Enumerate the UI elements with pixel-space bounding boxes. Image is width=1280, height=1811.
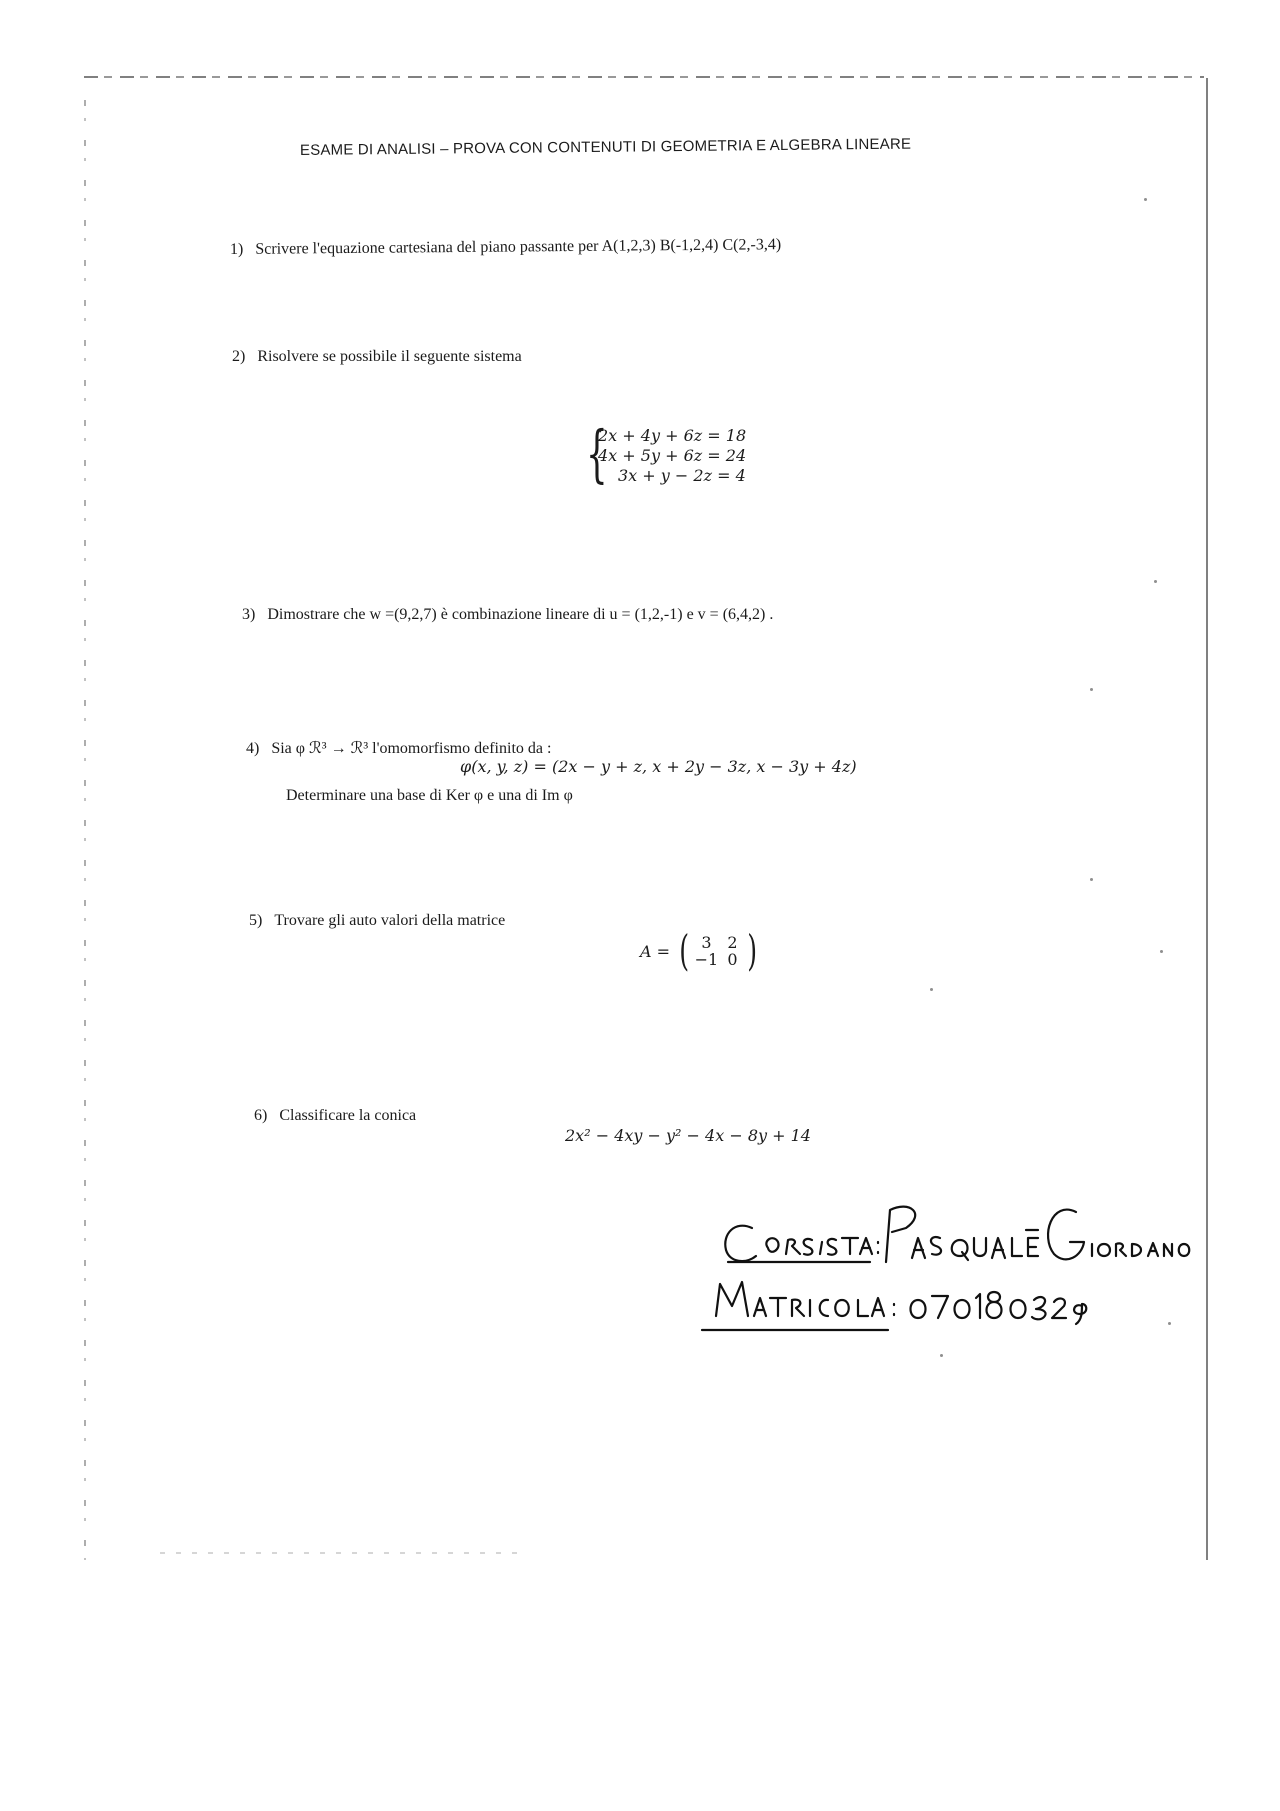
scan-edge-bottom: [160, 1552, 520, 1554]
question-text: Risolvere se possibile il seguente sistema: [257, 348, 522, 365]
question-4: [246, 738, 551, 758]
scan-speck: [1154, 580, 1157, 583]
scan-speck: [1090, 688, 1093, 691]
scan-speck: [1168, 1322, 1171, 1325]
matrix-cell: 0: [727, 950, 738, 969]
question-text: Dimostrare che w =(9,2,7) è combinazione lineare di u = (1,2,-1) e v = (6,4,2) .: [267, 606, 774, 623]
matrix-cell: 3: [701, 933, 712, 952]
scan-speck: [1090, 878, 1093, 881]
scan-speck: [1160, 950, 1163, 953]
question-number: 5): [249, 912, 263, 929]
question-text: Classificare la conica: [279, 1107, 417, 1124]
linear-system: [586, 417, 747, 490]
question-3: [242, 606, 773, 624]
matrix-left-paren: (: [679, 926, 690, 975]
scan-edge-left: [84, 100, 86, 1560]
matrix-right-paren: ): [747, 926, 758, 975]
scan-speck: [930, 988, 933, 991]
question-number: 4): [246, 740, 260, 757]
phi-definition: φ(x, y, z) = (2x − y + z, x + 2y − 3z, x − 3y + 4z): [460, 757, 857, 776]
matrix-a: [640, 926, 761, 975]
system-equation-1: 2x + 4y + 6z = 18: [598, 426, 747, 445]
question-5: [249, 912, 505, 930]
matrix-cell: 2: [727, 933, 738, 952]
scan-edge-top: [84, 76, 1204, 78]
matrix-grid: [692, 934, 744, 968]
conic-equation: 2x² − 4xy − y² − 4x − 8y + 14: [565, 1126, 811, 1145]
question-text: Sia φ ℛ³ → ℛ³ l'omomorfismo definito da :: [271, 740, 552, 757]
matrix-label: A =: [640, 941, 671, 961]
scan-speck: [1144, 198, 1147, 201]
question-number: 1): [229, 240, 244, 258]
exam-title: ESAME DI ANALISI – PROVA CON CONTENUTI DI GEOMETRIA E ALGEBRA LINEARE: [299, 135, 912, 159]
scan-edge-right: [1206, 78, 1208, 1560]
scan-speck: [940, 1354, 943, 1357]
matrix-cell: −1: [694, 950, 719, 969]
question-text: Scrivere l'equazione cartesiana del piano passante per A(1,2,3) B(-1,2,4) C(2,-3,4): [255, 236, 782, 258]
system-equation-3: 3x + y − 2z = 4: [618, 466, 746, 485]
question-text: Trovare gli auto valori della matrice: [274, 912, 506, 929]
question-4-task: Determinare una base di Ker φ e una di Im φ: [286, 787, 573, 804]
system-brace: {: [586, 417, 608, 490]
question-number: 6): [254, 1107, 268, 1124]
question-number: 2): [232, 348, 246, 365]
question-6: [254, 1107, 416, 1125]
system-equation-2: 4x + 5y + 6z = 24: [598, 446, 747, 465]
question-number: 3): [242, 606, 256, 623]
question-2: [232, 348, 522, 366]
question-1: [230, 236, 781, 259]
